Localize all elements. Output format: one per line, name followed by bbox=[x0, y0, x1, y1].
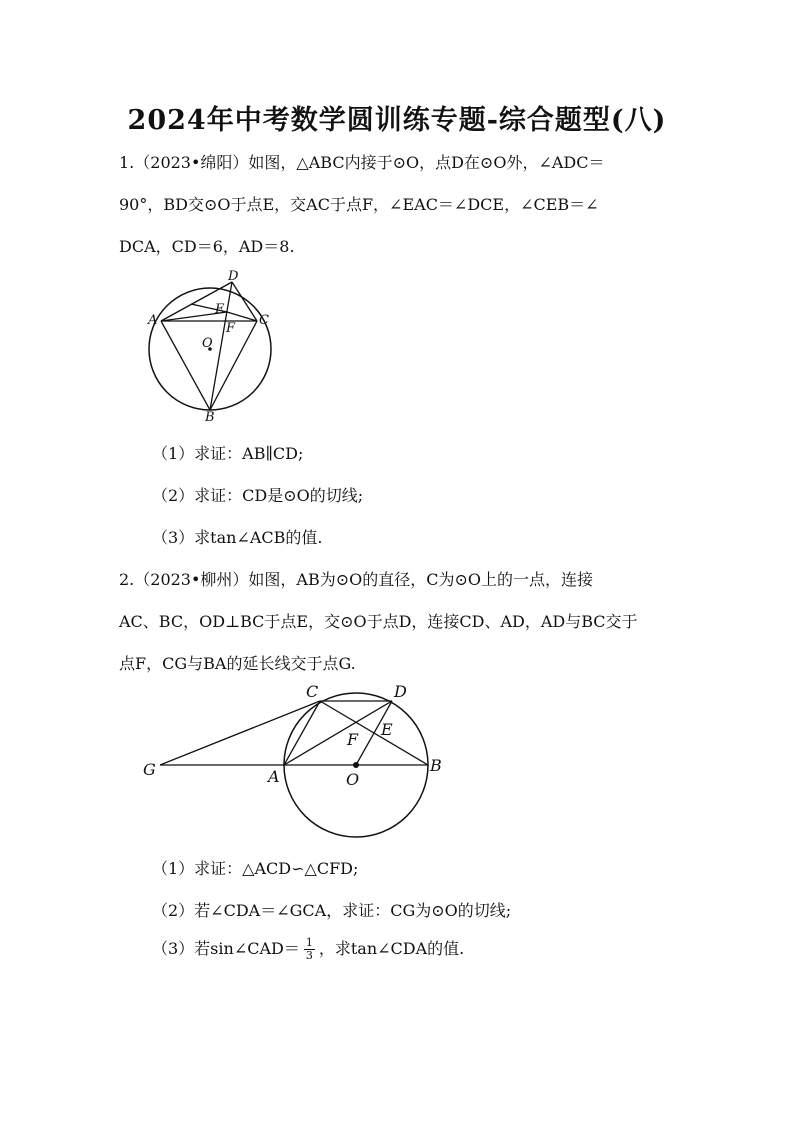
problem1-question3: （3）求tan∠ACB的值. bbox=[152, 528, 323, 547]
fraction-one-third bbox=[304, 937, 315, 962]
segment-ab bbox=[161, 321, 210, 410]
label-a: A bbox=[148, 313, 158, 328]
problem2-question1: （1）求证：△ACD∽△CFD; bbox=[152, 859, 359, 878]
label-c: C bbox=[259, 313, 269, 328]
problem1-line3: DCA，CD＝6，AD＝8. bbox=[119, 237, 295, 256]
problem1-question1: （1）求证：AB∥CD; bbox=[152, 444, 304, 463]
label-b: B bbox=[430, 756, 442, 775]
label-d: D bbox=[228, 269, 239, 284]
fraction-denominator: 3 bbox=[305, 949, 313, 962]
label-f: F bbox=[347, 730, 359, 749]
label-e: E bbox=[215, 302, 225, 317]
problem1-line1: 1.（2023•绵阳）如图，△ABC内接于⊙O，点D在⊙O外，∠ADC＝ bbox=[119, 153, 605, 172]
label-a: A bbox=[268, 767, 280, 786]
problem2-figure bbox=[140, 680, 450, 840]
segment-ad bbox=[284, 701, 392, 765]
problem1-line2: 90°，BD交⊙O于点E，交AC于点F，∠EAC＝∠DCE，∠CEB＝∠ bbox=[119, 195, 599, 214]
problem2-line1: 2.（2023•柳州）如图，AB为⊙O的直径，C为⊙O上的一点，连接 bbox=[119, 570, 594, 589]
problem2-line3: 点F，CG与BA的延长线交于点G. bbox=[119, 654, 356, 673]
problem2-question2: （2）若∠CDA＝∠GCA，求证：CG为⊙O的切线; bbox=[152, 901, 512, 920]
label-o: O bbox=[202, 336, 213, 351]
question3-prefix: （3）若sin∠CAD＝ bbox=[152, 939, 300, 958]
label-d: D bbox=[394, 682, 407, 701]
segment-gc bbox=[160, 701, 320, 765]
fraction-numerator: 1 bbox=[305, 936, 313, 949]
label-g: G bbox=[143, 760, 156, 779]
label-e: E bbox=[381, 720, 393, 739]
problem1-figure bbox=[140, 262, 280, 427]
label-o: O bbox=[346, 770, 360, 789]
segment-ac bbox=[284, 701, 320, 765]
question3-suffix: ，求tan∠CDA的值. bbox=[318, 939, 465, 958]
problem2-line2: AC、BC，OD⊥BC于点E，交⊙O于点D，连接CD、AD，AD与BC交于 bbox=[119, 612, 638, 631]
page-title: 2024年中考数学圆训练专题-综合题型(八) bbox=[127, 105, 667, 136]
problem2-question3 bbox=[152, 936, 464, 962]
label-b: B bbox=[205, 410, 215, 425]
label-f: F bbox=[226, 321, 236, 336]
problem1-question2: （2）求证：CD是⊙O的切线; bbox=[152, 486, 364, 505]
label-c: C bbox=[306, 682, 319, 701]
